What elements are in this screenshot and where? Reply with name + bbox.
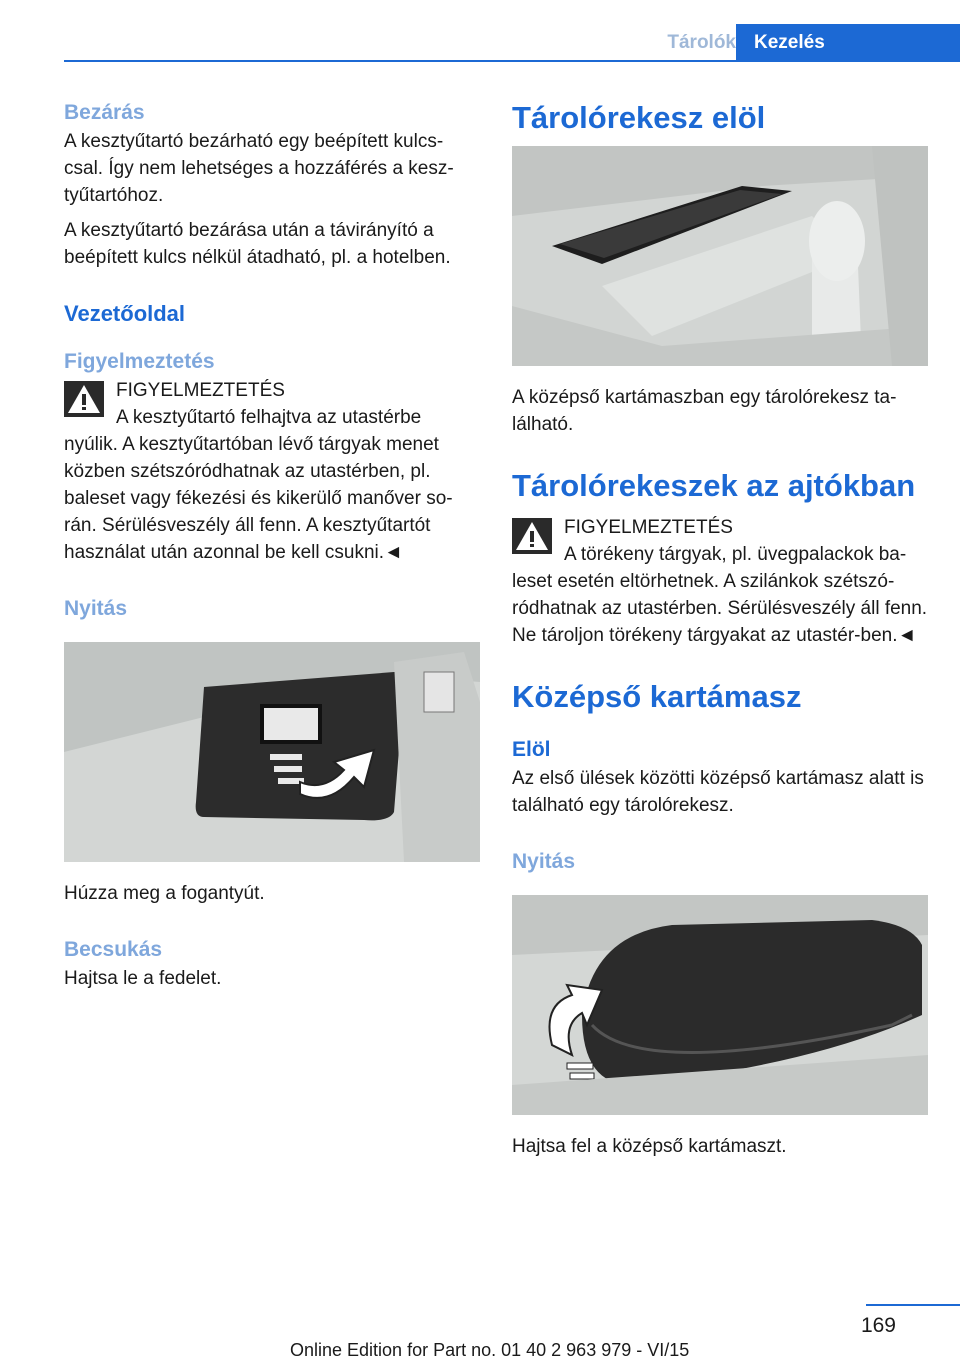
- door-compartments-heading: Tárolórekeszek az ajtókban: [512, 468, 916, 503]
- center-armrest-heading: Középső kartámasz: [512, 679, 802, 714]
- front-sub-text: Az első ülések közötti középső kartámasz alatt is található egy tárolórekesz.: [512, 768, 924, 816]
- left-column: [64, 98, 482, 992]
- close-text: Hajtsa le a fedelet.: [64, 968, 222, 989]
- right-column: [512, 98, 928, 1160]
- door-warning-text: leset esetén eltörhetnek. A szilánkok szétszó-ródhatnak az utastérben. Sérülésveszély áll fenn. Ne tároljon törékeny tárgyakat az utastér-ben.◄: [512, 571, 928, 646]
- open-caption: Húzza meg a fogantyút.: [64, 883, 265, 904]
- armrest-open-heading: Nyitás: [512, 850, 576, 873]
- warning-heading: Figyelmeztetés: [64, 350, 215, 373]
- tab-storage[interactable]: Tárolók: [667, 32, 736, 53]
- lock-heading: Bezárás: [64, 101, 145, 124]
- front-subheading: Elöl: [512, 738, 551, 761]
- armrest-caption: Hajtsa fel a középső kartámaszt.: [512, 1136, 787, 1157]
- glovebox-photo: [64, 642, 480, 862]
- page-header: [0, 24, 960, 62]
- door-warning-title: FIGYELMEZTETÉS: [564, 517, 733, 538]
- warning-text: nyúlik. A kesztyűtartóban lévő tárgyak menet közben szétszóródhatnak az utastérben, pl. baleset vagy fékezési és kikerülő manőver so-rán. Sérülésveszély áll fenn. A kesztyűtartót használat után azonnal be kell csukni.◄: [64, 434, 453, 563]
- driver-side-heading: Vezetőoldal: [64, 301, 186, 326]
- front-compartment-heading: Tárolórekesz elöl: [512, 100, 766, 135]
- door-warning-box: [512, 514, 928, 649]
- warning-line-1: A kesztyűtartó felhajtva az utastérbe: [116, 407, 422, 428]
- open-heading: Nyitás: [64, 597, 128, 620]
- tab-operation[interactable]: Kezelés: [736, 24, 960, 62]
- armrest-photo: [512, 895, 928, 1115]
- front-compartment-caption: A középső kartámaszban egy tárolórekesz ta-lálható.: [512, 387, 897, 435]
- front-compartment-photo: [512, 146, 928, 366]
- edition-footer: Online Edition for Part no. 01 40 2 963 979 - VI/15: [290, 1340, 690, 1360]
- lock-paragraph-1: A kesztyűtartó bezárható egy beépített kulcs-csal. Így nem lehetséges a hozzáférés a kesz-tyűtartóhoz.: [64, 131, 454, 206]
- warning-triangle-icon: [512, 518, 552, 554]
- warning-triangle-icon: [64, 381, 104, 417]
- page-number: 169: [860, 1314, 896, 1337]
- footer-rule: [866, 1304, 960, 1306]
- door-warning-line-1: A törékeny tárgyak, pl. üvegpalackok ba-: [564, 544, 907, 565]
- warning-title: FIGYELMEZTETÉS: [116, 380, 285, 401]
- lock-paragraph-2: A kesztyűtartó bezárása után a távirányító a beépített kulcs nélkül átadható, pl. a hotelben.: [64, 220, 451, 268]
- warning-box: [64, 377, 482, 566]
- header-rule: [64, 60, 960, 62]
- close-heading: Becsukás: [64, 938, 163, 961]
